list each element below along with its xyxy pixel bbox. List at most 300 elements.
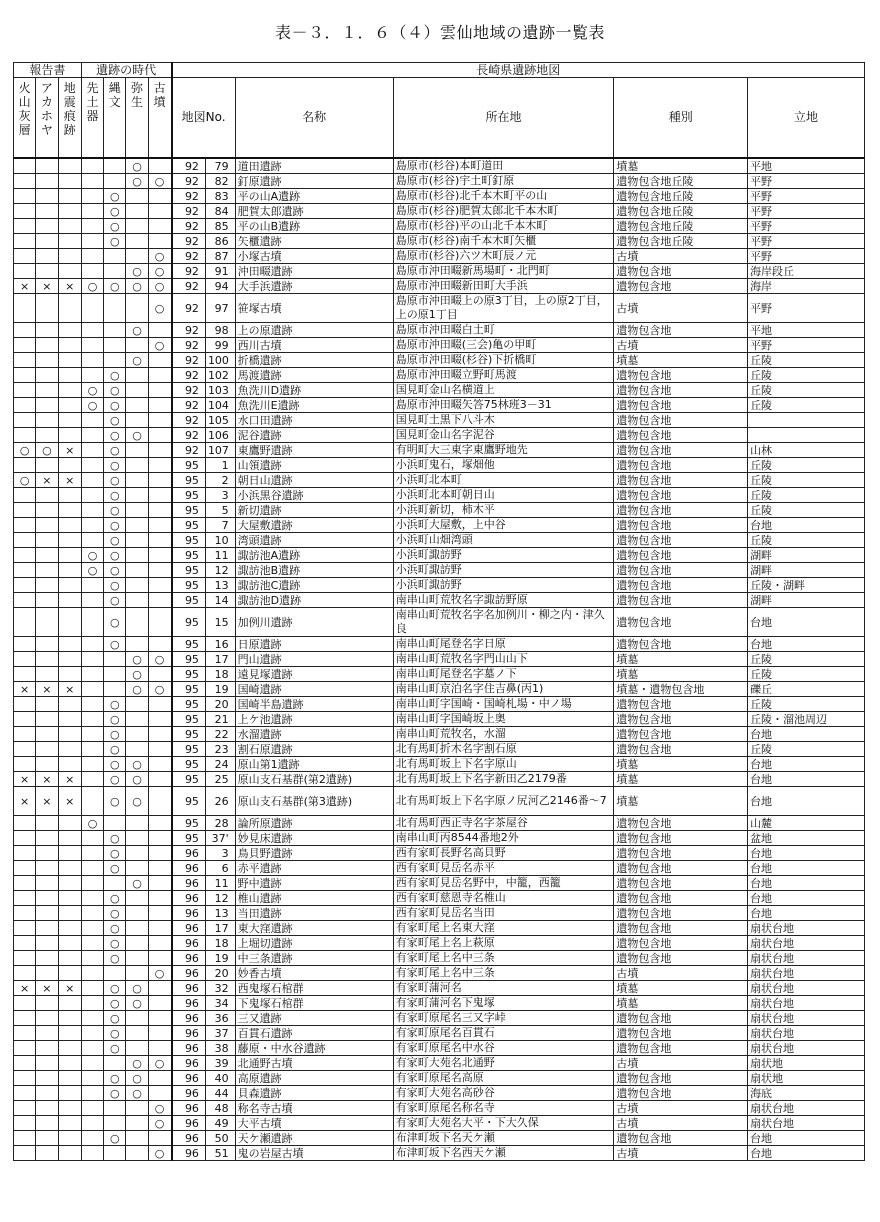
cell-volcanic-ash — [14, 1071, 36, 1086]
table-row — [14, 249, 865, 264]
cell-site: 丘陵 — [748, 503, 865, 518]
cell-kofun: ○ — [148, 174, 171, 189]
cell-yayoi: ○ — [126, 1071, 148, 1086]
cell-site: 丘陵 — [748, 458, 865, 473]
cell-volcanic-ash — [14, 383, 36, 398]
cell-pre-pottery — [81, 338, 103, 353]
cell-type: 遺物包含地 — [614, 488, 748, 503]
cell-yayoi — [126, 518, 148, 533]
cell-volcanic-ash: × — [14, 279, 36, 294]
cell-yayoi — [126, 1146, 148, 1161]
cell-type: 遺物包含地 — [614, 1041, 748, 1056]
cell-volcanic-ash — [14, 906, 36, 921]
cell-name: 原山支石基群(第2遺跡) — [235, 772, 393, 787]
cell-map-sheet: 92 — [172, 368, 206, 383]
cell-volcanic-ash — [14, 608, 36, 637]
cell-earthquake — [58, 1026, 81, 1041]
cell-kofun — [148, 383, 171, 398]
cell-location: 南串山町京泊名字住吉鼻(丙1) — [393, 682, 614, 697]
table-row — [14, 398, 865, 413]
cell-kofun — [148, 1071, 171, 1086]
cell-yayoi: ○ — [126, 1086, 148, 1101]
cell-site: 平地 — [748, 323, 865, 338]
cell-map-no: 18 — [205, 936, 235, 951]
cell-akahoya — [36, 428, 58, 443]
cell-site: 湖畔 — [748, 548, 865, 563]
cell-yayoi — [126, 503, 148, 518]
cell-earthquake — [58, 368, 81, 383]
cell-location: 小浜町北本町朝日山 — [393, 488, 614, 503]
cell-akahoya: × — [36, 981, 58, 996]
cell-location: 小浜町新切，柿木平 — [393, 503, 614, 518]
cell-map-no: 19 — [205, 951, 235, 966]
cell-type: 遺物包含地 — [614, 1086, 748, 1101]
cell-type: 遺物包含地 — [614, 608, 748, 637]
cell-akahoya — [36, 846, 58, 861]
table-row — [14, 861, 865, 876]
cell-map-sheet: 96 — [172, 996, 206, 1011]
cell-akahoya — [36, 936, 58, 951]
cell-kofun — [148, 951, 171, 966]
cell-volcanic-ash — [14, 174, 36, 189]
cell-name: 笹塚古墳 — [235, 294, 393, 323]
cell-akahoya — [36, 563, 58, 578]
cell-pre-pottery — [81, 593, 103, 608]
cell-akahoya — [36, 189, 58, 204]
cell-yayoi — [126, 473, 148, 488]
cell-volcanic-ash: × — [14, 682, 36, 697]
cell-akahoya — [36, 1056, 58, 1071]
cell-pre-pottery — [81, 204, 103, 219]
cell-location: 小浜町諏訪野 — [393, 563, 614, 578]
cell-yayoi: ○ — [126, 264, 148, 279]
cell-kofun — [148, 488, 171, 503]
cell-jomon: ○ — [104, 1041, 126, 1056]
cell-site: 丘陵 — [748, 488, 865, 503]
cell-yayoi — [126, 742, 148, 757]
cell-pre-pottery — [81, 966, 103, 981]
cell-jomon — [104, 353, 126, 368]
cell-map-sheet: 95 — [172, 652, 206, 667]
cell-akahoya — [36, 518, 58, 533]
cell-jomon — [104, 323, 126, 338]
cell-site: 平野 — [748, 219, 865, 234]
cell-volcanic-ash — [14, 936, 36, 951]
cell-name: 平の山B遺跡 — [235, 219, 393, 234]
header-jomon: 縄文 — [104, 78, 126, 159]
cell-earthquake — [58, 667, 81, 682]
cell-jomon: ○ — [104, 921, 126, 936]
cell-type: 遺物包含地 — [614, 264, 748, 279]
cell-earthquake — [58, 219, 81, 234]
cell-pre-pottery — [81, 413, 103, 428]
cell-earthquake — [58, 413, 81, 428]
cell-kofun — [148, 712, 171, 727]
cell-pre-pottery — [81, 1041, 103, 1056]
cell-pre-pottery — [81, 772, 103, 787]
cell-location: 有家町原尾名称名寺 — [393, 1101, 614, 1116]
cell-name: 東大窪遺跡 — [235, 921, 393, 936]
cell-jomon — [104, 294, 126, 323]
cell-volcanic-ash — [14, 294, 36, 323]
cell-name: 赤平遺跡 — [235, 861, 393, 876]
cell-type: 墳墓 — [614, 353, 748, 368]
cell-name: 上の原遺跡 — [235, 323, 393, 338]
cell-volcanic-ash — [14, 1116, 36, 1131]
cell-pre-pottery — [81, 682, 103, 697]
cell-map-sheet: 92 — [172, 323, 206, 338]
cell-jomon: ○ — [104, 757, 126, 772]
cell-map-no: 6 — [205, 861, 235, 876]
cell-type: 遺物包含地 — [614, 563, 748, 578]
cell-map-no: 36 — [205, 1011, 235, 1026]
table-row — [14, 981, 865, 996]
cell-akahoya — [36, 1131, 58, 1146]
cell-yayoi — [126, 921, 148, 936]
cell-yayoi — [126, 383, 148, 398]
cell-map-sheet: 92 — [172, 383, 206, 398]
cell-location: 有家町大苑名北通野 — [393, 1056, 614, 1071]
cell-map-no: 98 — [205, 323, 235, 338]
cell-map-sheet: 95 — [172, 727, 206, 742]
cell-volcanic-ash — [14, 518, 36, 533]
cell-earthquake — [58, 458, 81, 473]
cell-akahoya — [36, 906, 58, 921]
cell-kofun — [148, 548, 171, 563]
cell-site: 丘陵 — [748, 473, 865, 488]
cell-earthquake — [58, 294, 81, 323]
cell-pre-pottery — [81, 488, 103, 503]
cell-earthquake — [58, 234, 81, 249]
cell-jomon: ○ — [104, 1026, 126, 1041]
cell-jomon: ○ — [104, 458, 126, 473]
cell-map-no: 91 — [205, 264, 235, 279]
cell-type: 遺物包含地 — [614, 518, 748, 533]
cell-name: 魚洗川D遺跡 — [235, 383, 393, 398]
cell-akahoya — [36, 757, 58, 772]
cell-type: 墳墓 — [614, 667, 748, 682]
cell-kofun — [148, 831, 171, 846]
cell-jomon: ○ — [104, 443, 126, 458]
cell-volcanic-ash — [14, 353, 36, 368]
cell-map-sheet: 95 — [172, 712, 206, 727]
table-row — [14, 279, 865, 294]
cell-site: 扇状地 — [748, 1056, 865, 1071]
cell-location: 有家町尾上名東大窪 — [393, 921, 614, 936]
cell-site: 平野 — [748, 189, 865, 204]
cell-site: 台地 — [748, 637, 865, 652]
table-row — [14, 473, 865, 488]
cell-yayoi — [126, 593, 148, 608]
cell-site: 台地 — [748, 846, 865, 861]
cell-type: 墳墓 — [614, 787, 748, 816]
cell-name: 小塚古墳 — [235, 249, 393, 264]
cell-name: 矢櫃遺跡 — [235, 234, 393, 249]
cell-kofun — [148, 861, 171, 876]
cell-map-no: 34 — [205, 996, 235, 1011]
cell-yayoi: ○ — [126, 158, 148, 174]
cell-name: 国崎半島遺跡 — [235, 697, 393, 712]
cell-map-no: 94 — [205, 279, 235, 294]
cell-jomon: ○ — [104, 1086, 126, 1101]
cell-site: 扇状台地 — [748, 936, 865, 951]
cell-pre-pottery — [81, 578, 103, 593]
cell-jomon: ○ — [104, 473, 126, 488]
cell-yayoi — [126, 1116, 148, 1131]
cell-map-no: 103 — [205, 383, 235, 398]
cell-kofun: ○ — [148, 294, 171, 323]
table-row — [14, 787, 865, 816]
cell-yayoi — [126, 712, 148, 727]
cell-type: 遺物包含地 — [614, 891, 748, 906]
cell-akahoya — [36, 1116, 58, 1131]
cell-yayoi — [126, 368, 148, 383]
table-row — [14, 533, 865, 548]
cell-type: 遺物包含地 — [614, 473, 748, 488]
cell-yayoi — [126, 1101, 148, 1116]
cell-location: 布津町坂下名天ケ瀬 — [393, 1131, 614, 1146]
cell-yayoi — [126, 204, 148, 219]
cell-name: 遠見塚遺跡 — [235, 667, 393, 682]
cell-site: 扇状台地 — [748, 981, 865, 996]
cell-volcanic-ash — [14, 742, 36, 757]
cell-akahoya — [36, 353, 58, 368]
cell-earthquake — [58, 189, 81, 204]
cell-location: 南串山町字国崎坂上奥 — [393, 712, 614, 727]
cell-yayoi — [126, 846, 148, 861]
header-akahoya: アカホヤ — [36, 78, 58, 159]
cell-akahoya — [36, 548, 58, 563]
cell-jomon: ○ — [104, 712, 126, 727]
cell-location: 有家町原尾名高原 — [393, 1071, 614, 1086]
cell-kofun — [148, 921, 171, 936]
cell-name: 原山第1遺跡 — [235, 757, 393, 772]
cell-name: 妙見床遺跡 — [235, 831, 393, 846]
cell-map-no: 38 — [205, 1041, 235, 1056]
cell-kofun — [148, 637, 171, 652]
cell-map-no: 105 — [205, 413, 235, 428]
cell-kofun — [148, 353, 171, 368]
cell-site: 台地 — [748, 1131, 865, 1146]
cell-type: 遺物包含地 — [614, 458, 748, 473]
cell-akahoya — [36, 204, 58, 219]
cell-earthquake — [58, 846, 81, 861]
cell-type: 遺物包含地 — [614, 578, 748, 593]
cell-map-no: 11 — [205, 548, 235, 563]
cell-jomon — [104, 264, 126, 279]
cell-pre-pottery — [81, 368, 103, 383]
cell-kofun — [148, 1131, 171, 1146]
cell-kofun — [148, 398, 171, 413]
cell-yayoi: ○ — [126, 174, 148, 189]
cell-map-no: 22 — [205, 727, 235, 742]
cell-kofun — [148, 906, 171, 921]
cell-location: 有家町原尾名中水谷 — [393, 1041, 614, 1056]
cell-location: 国見町土黒下八斗木 — [393, 413, 614, 428]
cell-volcanic-ash — [14, 1086, 36, 1101]
cell-jomon: ○ — [104, 772, 126, 787]
cell-earthquake: × — [58, 787, 81, 816]
cell-map-no: 84 — [205, 204, 235, 219]
cell-earthquake — [58, 323, 81, 338]
table-row — [14, 353, 865, 368]
cell-akahoya — [36, 876, 58, 891]
cell-map-sheet: 92 — [172, 353, 206, 368]
cell-map-no: 18 — [205, 667, 235, 682]
cell-akahoya: ○ — [36, 443, 58, 458]
cell-pre-pottery — [81, 891, 103, 906]
table-row — [14, 667, 865, 682]
header-group-report: 報告書 — [14, 63, 82, 78]
header-kofun: 古墳 — [148, 78, 171, 159]
cell-map-no: 21 — [205, 712, 235, 727]
cell-akahoya — [36, 667, 58, 682]
cell-yayoi: ○ — [126, 667, 148, 682]
cell-earthquake — [58, 204, 81, 219]
cell-akahoya — [36, 249, 58, 264]
cell-type: 古墳 — [614, 1056, 748, 1071]
cell-map-sheet: 92 — [172, 234, 206, 249]
page-title: 表－３．１．６（４）雲仙地域の遺跡一覧表 — [274, 23, 605, 42]
cell-map-sheet: 96 — [172, 1146, 206, 1161]
cell-earthquake: × — [58, 473, 81, 488]
cell-pre-pottery — [81, 428, 103, 443]
cell-kofun: ○ — [148, 1056, 171, 1071]
cell-pre-pottery — [81, 473, 103, 488]
cell-name: 椎山遺跡 — [235, 891, 393, 906]
table-row — [14, 727, 865, 742]
cell-location: 国見町金山名横道上 — [393, 383, 614, 398]
table-row — [14, 906, 865, 921]
cell-location: 国見町金山名字泥谷 — [393, 428, 614, 443]
cell-location: 南串山町尾登名字日原 — [393, 637, 614, 652]
cell-akahoya — [36, 234, 58, 249]
cell-jomon: ○ — [104, 234, 126, 249]
cell-map-sheet: 92 — [172, 443, 206, 458]
cell-kofun: ○ — [148, 249, 171, 264]
cell-jomon: ○ — [104, 831, 126, 846]
cell-akahoya: × — [36, 279, 58, 294]
cell-type: 遺物包含地丘陵 — [614, 234, 748, 249]
cell-jomon: ○ — [104, 518, 126, 533]
cell-volcanic-ash — [14, 996, 36, 1011]
cell-pre-pottery — [81, 1026, 103, 1041]
cell-site: 扇状台地 — [748, 996, 865, 1011]
cell-map-sheet: 96 — [172, 1116, 206, 1131]
cell-map-sheet: 96 — [172, 1011, 206, 1026]
cell-map-sheet: 92 — [172, 189, 206, 204]
cell-jomon: ○ — [104, 189, 126, 204]
cell-akahoya — [36, 652, 58, 667]
cell-jomon: ○ — [104, 846, 126, 861]
cell-site: 海底 — [748, 1086, 865, 1101]
cell-yayoi — [126, 831, 148, 846]
cell-kofun — [148, 518, 171, 533]
cell-map-sheet: 92 — [172, 204, 206, 219]
cell-name: 野中遺跡 — [235, 876, 393, 891]
cell-pre-pottery — [81, 503, 103, 518]
cell-site: 丘陵・湖畔 — [748, 578, 865, 593]
cell-name: 鬼の岩屋古墳 — [235, 1146, 393, 1161]
cell-akahoya — [36, 219, 58, 234]
cell-map-no: 11 — [205, 876, 235, 891]
cell-map-sheet: 96 — [172, 891, 206, 906]
cell-volcanic-ash — [14, 264, 36, 279]
cell-yayoi: ○ — [126, 1056, 148, 1071]
cell-type: 墳墓・遺物包含地 — [614, 682, 748, 697]
cell-volcanic-ash — [14, 757, 36, 772]
table-row — [14, 264, 865, 279]
cell-map-sheet: 95 — [172, 667, 206, 682]
cell-earthquake — [58, 398, 81, 413]
cell-akahoya — [36, 1086, 58, 1101]
header-group-map: 長崎県遺跡地図 — [172, 63, 865, 78]
header-yayoi: 弥生 — [126, 78, 148, 159]
cell-type: 遺物包含地 — [614, 637, 748, 652]
table-row — [14, 383, 865, 398]
cell-kofun — [148, 578, 171, 593]
table-row — [14, 1011, 865, 1026]
cell-site: 海岸 — [748, 279, 865, 294]
cell-site — [748, 428, 865, 443]
cell-jomon: ○ — [104, 548, 126, 563]
cell-type: 遺物包含地 — [614, 398, 748, 413]
cell-map-sheet: 95 — [172, 787, 206, 816]
cell-name: 中三条遺跡 — [235, 951, 393, 966]
cell-map-sheet: 95 — [172, 816, 206, 831]
cell-type: 遺物包含地丘陵 — [614, 174, 748, 189]
cell-yayoi — [126, 1131, 148, 1146]
cell-map-no: 104 — [205, 398, 235, 413]
cell-name: 湾頭遺跡 — [235, 533, 393, 548]
cell-map-sheet: 96 — [172, 876, 206, 891]
cell-volcanic-ash — [14, 1101, 36, 1116]
cell-location: 小浜町諏訪野 — [393, 578, 614, 593]
cell-pre-pottery — [81, 219, 103, 234]
cell-yayoi — [126, 294, 148, 323]
cell-jomon — [104, 1116, 126, 1131]
cell-yayoi — [126, 533, 148, 548]
cell-site: 丘陵 — [748, 353, 865, 368]
cell-site: 平野 — [748, 249, 865, 264]
cell-map-no: 83 — [205, 189, 235, 204]
cell-location: 有家町大苑名大平・下大久保 — [393, 1116, 614, 1131]
cell-map-sheet: 96 — [172, 921, 206, 936]
cell-pre-pottery — [81, 158, 103, 174]
cell-type: 墳墓 — [614, 996, 748, 1011]
cell-site: 丘陵 — [748, 667, 865, 682]
table-row — [14, 951, 865, 966]
cell-volcanic-ash — [14, 831, 36, 846]
cell-site: 平野 — [748, 234, 865, 249]
cell-yayoi — [126, 563, 148, 578]
cell-yayoi — [126, 488, 148, 503]
cell-map-no: 2 — [205, 473, 235, 488]
cell-type: 遺物包含地丘陵 — [614, 219, 748, 234]
table-row — [14, 174, 865, 189]
cell-jomon: ○ — [104, 503, 126, 518]
table-row — [14, 368, 865, 383]
cell-map-sheet: 96 — [172, 1086, 206, 1101]
cell-kofun — [148, 428, 171, 443]
cell-jomon: ○ — [104, 383, 126, 398]
cell-map-no: 32 — [205, 981, 235, 996]
cell-site: 丘陵 — [748, 368, 865, 383]
cell-site — [748, 413, 865, 428]
cell-pre-pottery — [81, 1086, 103, 1101]
cell-volcanic-ash — [14, 876, 36, 891]
cell-volcanic-ash — [14, 204, 36, 219]
